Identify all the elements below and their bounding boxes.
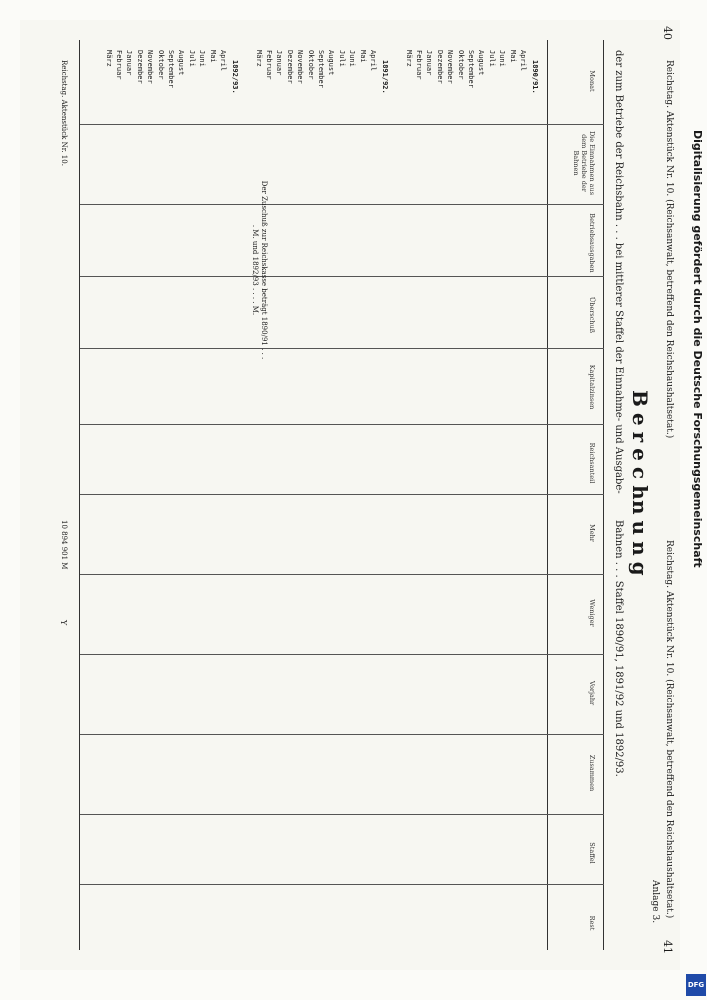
running-header-right: Reichstag. Aktenstück Nr. 10. (Reichsanwalt, betreffend den Reichshaushaltsetat.) [664,540,674,919]
column-header: Zusammen [588,754,596,792]
footer-left: Reichstag. Aktenstück Nr. 10. [60,60,68,166]
column-header: Überschuß [588,296,596,334]
column-header: Weniger [588,599,596,627]
title-left: Berech [628,390,652,506]
column-divider [80,814,604,815]
column-divider [80,574,604,575]
column-header: Die Einnahmen aus dem Betriebe der Bahnen [572,130,596,196]
year-label: 1890/91. [531,60,539,94]
month-list: April Mai Juni Juli August September Oktober November Dezember Januar Februar März [254,50,377,88]
month-list: April Mai Juni Juli August September Oktober November Dezember Januar Februar März [104,50,227,88]
column-divider [80,348,604,349]
column-divider [80,884,604,885]
rotated-table-page [20,20,680,970]
column-header: Staffel [588,842,596,864]
column-divider [80,204,604,205]
dfg-side-banner [688,130,704,890]
column-header: Rest [588,915,596,931]
appendix-label: Anlage 3. [650,880,660,924]
column-divider [80,276,604,277]
column-header: Kapitalzinsen [588,364,596,410]
title-right: nung [628,500,652,582]
column-divider [80,494,604,495]
column-header: Vorjahr [588,680,596,706]
column-divider [80,424,604,425]
subtitle-left: der zum Betriebe der Reichsbahn . . . bei mittlerer Staffel der Einnahme- und Ausgabe- [613,50,624,494]
table-note: Der Zuschuß zur Reichskasse beträgt 1890/91 . . . . M. und 1892/93 . . . . M. [251,180,268,360]
page-number-right: 41 [661,940,674,954]
signature-mark: Y [59,620,68,626]
year-label: 1891/92. [381,60,389,94]
column-divider [80,734,604,735]
column-divider [80,654,604,655]
column-header: Monat [588,70,596,92]
running-header-left: Reichstag. Aktenstück Nr. 10. (Reichsanwalt, betreffend den Reichshaushaltsetat.) [664,60,674,439]
column-header: Betriebsausgaben [588,213,596,273]
month-list: April Mai Juni Juli August September Oktober November Dezember Januar Februar März [404,50,527,88]
footer-center: 10 894 901 M [60,520,68,570]
dfg-banner-text: Digitalisierung gefördert durch die Deutsche Forschungsgemeinschaft [691,130,704,568]
column-divider [80,124,604,125]
page-number-left: 40 [661,26,674,40]
dfg-logo: DFG [686,974,706,996]
year-label: 1892/93. [231,60,239,94]
subtitle-right: Bahnen . . . Staffel 1890/91, 1891/92 und 1892/93. [613,520,624,777]
column-header: Reichsanteil [588,442,596,484]
column-header: Mehr [588,524,596,542]
